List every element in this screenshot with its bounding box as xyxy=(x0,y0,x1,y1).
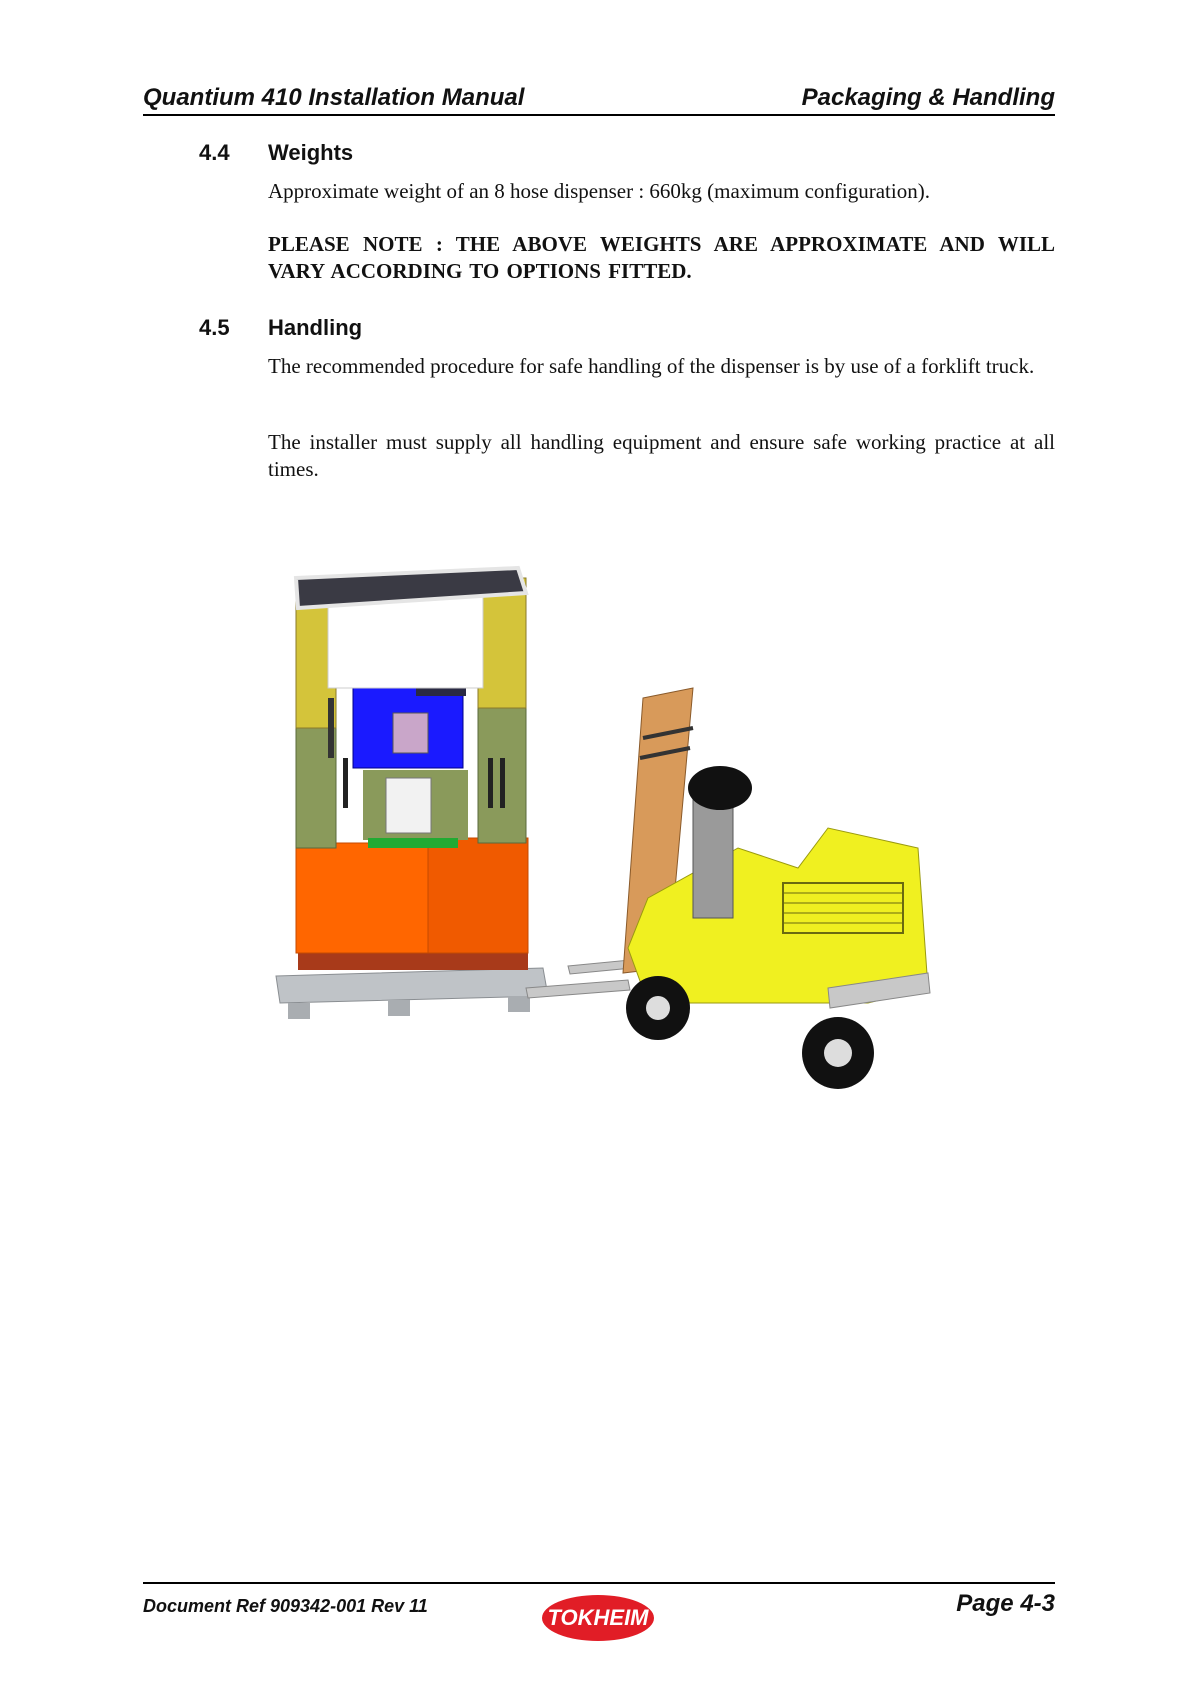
tokheim-logo xyxy=(539,1592,657,1644)
section-number: 4.5 xyxy=(199,315,230,340)
safety-paragraph: The installer must supply all handling equipment and ensure safe working practice at all times. xyxy=(268,430,1055,481)
chapter-title: Packaging & Handling xyxy=(801,84,1055,111)
forklift xyxy=(526,688,930,1089)
fuel-dispenser xyxy=(296,568,528,970)
manual-title: Quantium 410 Installation Manual xyxy=(143,84,525,111)
pallet xyxy=(276,968,548,1019)
weight-paragraph: Approximate weight of an 8 hose dispenser : 660kg (maximum configuration). xyxy=(268,179,930,203)
dispenser-forklift-illustration xyxy=(268,548,968,1098)
page-header xyxy=(143,82,1055,116)
handling-paragraph: The recommended procedure for safe handling of the dispenser is by use of a forklift truck. xyxy=(268,354,1035,378)
section-number: 4.4 xyxy=(199,140,230,165)
page-footer xyxy=(143,1582,1055,1630)
page-number: Page 4-3 xyxy=(956,1590,1055,1617)
logo-text: TOKHEIM xyxy=(547,1605,649,1630)
document-reference: Document Ref 909342-001 Rev 11 xyxy=(143,1596,428,1616)
section-title: Weights xyxy=(268,140,354,165)
weight-note: PLEASE NOTE : THE ABOVE WEIGHTS ARE APPROXIMATE AND WILL VARY ACCORDING TO OPTIONS FITTED. xyxy=(268,232,1055,283)
section-title: Handling xyxy=(268,315,363,340)
